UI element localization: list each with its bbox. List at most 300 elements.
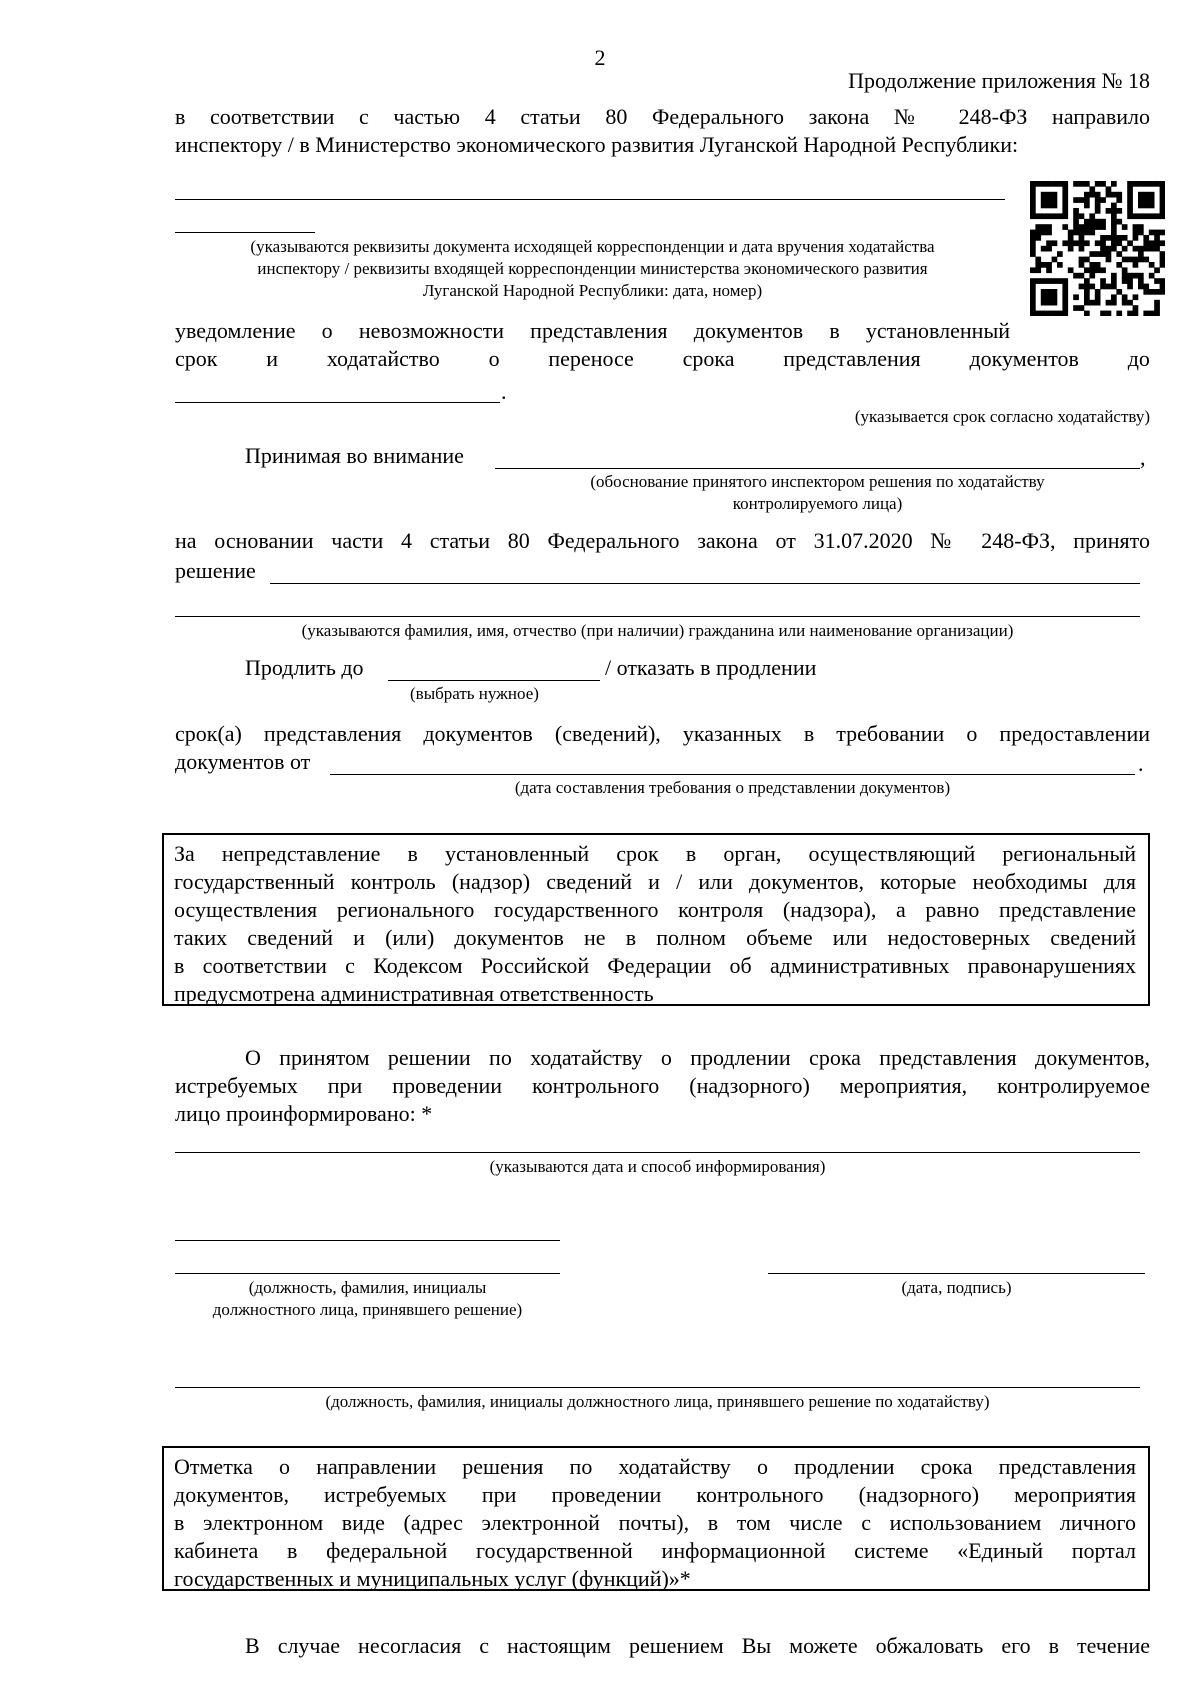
qr-module xyxy=(1122,278,1128,284)
qr-module xyxy=(1122,246,1128,252)
qr-module xyxy=(1057,311,1063,316)
qr-module xyxy=(1100,219,1106,225)
qr-module xyxy=(1089,273,1095,279)
qr-module xyxy=(1052,257,1058,263)
docs-from-label: документов от xyxy=(175,749,311,774)
qr-module xyxy=(1084,294,1090,300)
qr-module xyxy=(1100,251,1106,257)
qr-module xyxy=(1079,235,1085,241)
qr-module xyxy=(1138,192,1144,198)
dispatch-line: документов, истребуемых при проведении контрольного (надзорного) мероприятия xyxy=(174,1482,1136,1507)
qr-module xyxy=(1084,224,1090,230)
deadline-note: (указывается срок согласно ходатайству) xyxy=(854,407,1150,426)
qr-module xyxy=(1149,240,1155,246)
official-note-line-1: (должность, фамилия, инициалы xyxy=(248,1278,487,1297)
qr-module xyxy=(1062,300,1068,306)
qr-module xyxy=(1041,300,1047,306)
qr-module xyxy=(1041,278,1047,284)
qr-module xyxy=(1046,294,1052,300)
qr-module xyxy=(1073,273,1079,279)
qr-module xyxy=(1030,208,1036,214)
inform-method-field-line[interactable] xyxy=(175,1152,1140,1153)
qr-module xyxy=(1138,273,1144,279)
considering-note-line-1: (обоснование принятого инспектором решения по ходатайству xyxy=(590,472,1045,491)
qr-module xyxy=(1160,262,1165,268)
informed-line-1: О принятом решении по ходатайству о продлении срока представления документов, xyxy=(245,1045,1150,1070)
qr-module xyxy=(1073,197,1079,203)
qr-module xyxy=(1062,181,1068,187)
qr-module xyxy=(1035,257,1041,263)
qr-module xyxy=(1089,219,1095,225)
page-number: 2 xyxy=(594,45,606,70)
qr-module xyxy=(1041,246,1047,252)
requisites-field-line[interactable] xyxy=(175,199,1005,200)
qr-module xyxy=(1073,208,1079,214)
qr-module xyxy=(1089,251,1095,257)
qr-module xyxy=(1160,251,1165,257)
qr-module xyxy=(1041,203,1047,209)
notice-word: срок xyxy=(175,346,218,371)
qr-module xyxy=(1143,246,1149,252)
choose-note: (выбрать нужное) xyxy=(410,684,539,703)
qr-module xyxy=(1030,203,1036,209)
qr-module xyxy=(1035,262,1041,268)
qr-module xyxy=(1133,257,1139,263)
qr-module xyxy=(1030,181,1036,187)
qr-module xyxy=(1057,181,1063,187)
qr-module xyxy=(1052,181,1058,187)
qr-module xyxy=(1149,197,1155,203)
qr-module xyxy=(1149,311,1155,316)
appendix-continuation: Продолжение приложения № 18 xyxy=(848,68,1150,93)
qr-module xyxy=(1041,192,1047,198)
qr-module xyxy=(1154,230,1160,236)
qr-module xyxy=(1073,213,1079,219)
qr-module xyxy=(1100,284,1106,290)
qr-module xyxy=(1100,224,1106,230)
qr-module xyxy=(1041,213,1047,219)
qr-module xyxy=(1046,262,1052,268)
qr-module xyxy=(1089,267,1095,273)
qr-module xyxy=(1154,181,1160,187)
qr-module xyxy=(1030,251,1036,257)
qr-module xyxy=(1062,311,1068,316)
qr-module xyxy=(1154,213,1160,219)
qr-module xyxy=(1062,284,1068,290)
decision-field-line[interactable] xyxy=(270,583,1140,584)
qr-module xyxy=(1133,224,1139,230)
qr-module xyxy=(1127,208,1133,214)
qr-module xyxy=(1100,311,1106,316)
date-signature-field-line[interactable] xyxy=(768,1273,1145,1274)
qr-module xyxy=(1095,294,1101,300)
qr-module xyxy=(1073,305,1079,311)
qr-module xyxy=(1035,213,1041,219)
qr-module xyxy=(1046,311,1052,316)
inform-method-note: (указываются дата и способ информирования) xyxy=(489,1157,826,1176)
qr-module xyxy=(1089,186,1095,192)
qr-module xyxy=(1062,278,1068,284)
refuse-label: / отказать в продлении xyxy=(605,655,817,680)
qr-module xyxy=(1143,289,1149,295)
qr-module xyxy=(1095,289,1101,295)
notice-word: ходатайство xyxy=(326,346,440,371)
qr-module xyxy=(1133,294,1139,300)
qr-module xyxy=(1106,192,1112,198)
requisites-note xyxy=(175,236,1010,302)
qr-code-icon xyxy=(1030,181,1165,321)
requisites-note-line-1: (указываются реквизиты документа исходящей корреспонденции и дата вручения ходатайства xyxy=(250,237,935,256)
qr-module xyxy=(1035,235,1041,241)
qr-module xyxy=(1041,224,1047,230)
qr-module xyxy=(1111,219,1117,225)
qr-module xyxy=(1035,278,1041,284)
considering-comma: , xyxy=(1140,445,1146,470)
qr-module xyxy=(1106,257,1112,263)
qr-module xyxy=(1127,257,1133,263)
notice-word: и xyxy=(266,346,279,371)
qr-module xyxy=(1149,246,1155,252)
qr-module xyxy=(1046,230,1052,236)
qr-module xyxy=(1127,240,1133,246)
qr-module xyxy=(1133,262,1139,268)
qr-module xyxy=(1052,300,1058,306)
qr-module xyxy=(1111,203,1117,209)
qr-module xyxy=(1084,311,1090,316)
notice-word: о xyxy=(488,346,500,371)
informed-line-3: лицо проинформировано: * xyxy=(175,1101,433,1126)
qr-module xyxy=(1046,192,1052,198)
notice-line-2 xyxy=(175,345,1150,373)
qr-module xyxy=(1133,273,1139,279)
qr-module xyxy=(1030,230,1036,236)
qr-module xyxy=(1089,300,1095,306)
qr-module xyxy=(1116,208,1122,214)
qr-module xyxy=(1133,311,1139,316)
qr-module xyxy=(1116,197,1122,203)
qr-module xyxy=(1084,284,1090,290)
notice-word: представления xyxy=(783,346,921,371)
qr-module xyxy=(1062,213,1068,219)
qr-module xyxy=(1143,235,1149,241)
qr-module xyxy=(1116,311,1122,316)
liability-line: таких сведений и (или) документов не в полном объеме или недостоверных сведений xyxy=(174,925,1136,950)
qr-module xyxy=(1052,294,1058,300)
qr-module xyxy=(1149,273,1155,279)
qr-module xyxy=(1122,257,1128,263)
qr-module xyxy=(1095,203,1101,209)
qr-module xyxy=(1122,224,1128,230)
qr-module xyxy=(1154,300,1160,306)
qr-module xyxy=(1143,181,1149,187)
qr-module xyxy=(1052,289,1058,295)
qr-module xyxy=(1046,300,1052,306)
qr-module xyxy=(1095,240,1101,246)
considering-label: Принимая во внимание xyxy=(245,443,464,468)
qr-module xyxy=(1035,181,1041,187)
qr-module xyxy=(1057,251,1063,257)
qr-module xyxy=(1084,203,1090,209)
liability-line: осуществления регионального государственного контроля (надзора), а равно представление xyxy=(174,897,1136,922)
qr-module xyxy=(1068,235,1074,241)
qr-module xyxy=(1111,246,1117,252)
qr-module xyxy=(1041,311,1047,316)
informed-line-2: истребуемых при проведении контрольного (надзорного) мероприятия, контролируемое xyxy=(175,1073,1150,1098)
qr-module xyxy=(1035,311,1041,316)
qr-module xyxy=(1138,246,1144,252)
qr-module xyxy=(1046,246,1052,252)
considering-field-line[interactable] xyxy=(495,468,1140,469)
qr-module xyxy=(1079,197,1085,203)
qr-module xyxy=(1160,181,1165,187)
qr-module xyxy=(1100,197,1106,203)
intro-line-2: инспектору / в Министерство экономического развития Луганской Народной Республики: xyxy=(175,132,1019,157)
requisites-note-line-2: инспектору / реквизиты входящей корреспонденции министерства экономического развития xyxy=(257,259,928,278)
deadline-period: . xyxy=(501,379,507,404)
qr-module xyxy=(1111,224,1117,230)
decision-party-line[interactable] xyxy=(175,616,1140,617)
qr-module xyxy=(1084,257,1090,263)
qr-module xyxy=(1149,230,1155,236)
qr-module xyxy=(1084,278,1090,284)
official-note xyxy=(175,1277,560,1321)
qr-module xyxy=(1138,197,1144,203)
qr-module xyxy=(1095,192,1101,198)
qr-module xyxy=(1138,181,1144,187)
qr-module xyxy=(1116,251,1122,257)
basis-line-1: на основании части 4 статьи 80 Федерального закона от 31.07.2020 № 248-ФЗ, принято xyxy=(175,528,1150,553)
qr-module xyxy=(1160,289,1165,295)
qr-module xyxy=(1100,235,1106,241)
qr-module xyxy=(1106,300,1112,306)
notice-word: срока xyxy=(682,346,735,371)
qr-module xyxy=(1154,311,1160,316)
date-signature-note: (дата, подпись) xyxy=(901,1278,1012,1297)
qr-module xyxy=(1052,203,1058,209)
deadline-field-line[interactable] xyxy=(175,402,500,403)
qr-module xyxy=(1062,192,1068,198)
qr-module xyxy=(1116,262,1122,268)
qr-module xyxy=(1106,235,1112,241)
dispatch-line: в электронном виде (адрес электронной почты), в том числе с использованием личного xyxy=(174,1510,1136,1535)
qr-module xyxy=(1106,186,1112,192)
qr-module xyxy=(1095,300,1101,306)
qr-module xyxy=(1160,197,1165,203)
qr-module xyxy=(1122,273,1128,279)
qr-module xyxy=(1116,219,1122,225)
qr-module xyxy=(1160,186,1165,192)
qr-module xyxy=(1111,240,1117,246)
qr-code-graphic xyxy=(1030,181,1165,316)
qr-module xyxy=(1030,192,1036,198)
qr-module xyxy=(1089,224,1095,230)
qr-module xyxy=(1133,213,1139,219)
qr-module xyxy=(1106,251,1112,257)
request-date-field-line[interactable] xyxy=(330,774,1135,775)
decision-label: решение xyxy=(175,558,256,583)
qr-module xyxy=(1149,213,1155,219)
docs-term-line-1: срок(а) представления документов (сведений), указанных в требовании о предоставлении xyxy=(175,721,1150,746)
qr-module xyxy=(1100,278,1106,284)
qr-module xyxy=(1095,267,1101,273)
qr-module xyxy=(1079,262,1085,268)
qr-module xyxy=(1089,262,1095,268)
qr-module xyxy=(1143,192,1149,198)
qr-module xyxy=(1030,235,1036,241)
qr-module xyxy=(1127,192,1133,198)
qr-module xyxy=(1111,213,1117,219)
qr-module xyxy=(1149,203,1155,209)
requisites-short-line xyxy=(175,232,315,233)
qr-module xyxy=(1111,230,1117,236)
qr-module xyxy=(1133,235,1139,241)
qr-module xyxy=(1138,203,1144,209)
qr-module xyxy=(1052,213,1058,219)
considering-note xyxy=(495,471,1140,515)
appeal-line-1: В случае несогласия с настоящим решением Вы можете обжаловать его в течение xyxy=(245,1633,1150,1658)
qr-module xyxy=(1062,197,1068,203)
qr-module xyxy=(1154,240,1160,246)
qr-module xyxy=(1046,240,1052,246)
qr-module xyxy=(1073,230,1079,236)
qr-module xyxy=(1160,208,1165,214)
decision-official-field-line[interactable] xyxy=(175,1387,1140,1388)
decision-party-note: (указываются фамилия, имя, отчество (при наличии) гражданина или наименование организации) xyxy=(301,621,1014,640)
qr-module xyxy=(1068,246,1074,252)
qr-module xyxy=(1062,305,1068,311)
qr-module xyxy=(1100,181,1106,187)
qr-module xyxy=(1138,251,1144,257)
qr-module xyxy=(1149,192,1155,198)
qr-module xyxy=(1116,240,1122,246)
qr-module xyxy=(1062,224,1068,230)
qr-module xyxy=(1127,213,1133,219)
notice-word: переносе xyxy=(548,346,634,371)
qr-module xyxy=(1127,181,1133,187)
qr-module xyxy=(1052,278,1058,284)
qr-module xyxy=(1133,246,1139,252)
qr-module xyxy=(1160,230,1165,236)
qr-module xyxy=(1116,235,1122,241)
qr-module xyxy=(1138,284,1144,290)
qr-module xyxy=(1127,284,1133,290)
qr-module xyxy=(1149,289,1155,295)
qr-module xyxy=(1035,230,1041,236)
qr-module xyxy=(1095,251,1101,257)
qr-module xyxy=(1111,192,1117,198)
qr-module xyxy=(1089,284,1095,290)
liability-last-line: предусмотрена административная ответственность xyxy=(174,981,654,1006)
dispatch-mark-box xyxy=(162,1446,1150,1591)
qr-module xyxy=(1030,197,1036,203)
qr-module xyxy=(1127,273,1133,279)
qr-module xyxy=(1160,284,1165,290)
notice-line-1: уведомление о невозможности представления документов в установленный xyxy=(175,318,1010,343)
qr-module xyxy=(1160,278,1165,284)
qr-module xyxy=(1084,230,1090,236)
qr-module xyxy=(1111,300,1117,306)
qr-module xyxy=(1138,224,1144,230)
qr-module xyxy=(1127,197,1133,203)
qr-module xyxy=(1079,284,1085,290)
qr-module xyxy=(1084,240,1090,246)
qr-module xyxy=(1143,197,1149,203)
qr-module xyxy=(1160,192,1165,198)
qr-module xyxy=(1046,267,1052,273)
notice-word: документов xyxy=(969,346,1079,371)
qr-module xyxy=(1035,267,1041,273)
qr-module xyxy=(1030,305,1036,311)
liability-line: в соответствии с Кодексом Российской Федерации об административных правонарушениях xyxy=(174,953,1136,978)
dispatch-line: Отметка о направлении решения по ходатайству о продлении срока представления xyxy=(174,1454,1136,1479)
qr-module xyxy=(1079,224,1085,230)
qr-module xyxy=(1030,213,1036,219)
qr-module xyxy=(1079,305,1085,311)
official-name-field-line[interactable] xyxy=(175,1273,560,1274)
qr-module xyxy=(1046,289,1052,295)
qr-module xyxy=(1154,289,1160,295)
qr-module xyxy=(1138,230,1144,236)
dispatch-line: кабинета в федеральной государственной информационной системе «Единый портал xyxy=(174,1538,1136,1563)
qr-module xyxy=(1089,230,1095,236)
qr-module xyxy=(1127,186,1133,192)
qr-module xyxy=(1111,284,1117,290)
qr-module xyxy=(1062,203,1068,209)
qr-module xyxy=(1106,208,1112,214)
qr-module xyxy=(1122,300,1128,306)
qr-module xyxy=(1030,300,1036,306)
qr-module xyxy=(1154,267,1160,273)
qr-module xyxy=(1041,294,1047,300)
official-position-field-line[interactable] xyxy=(175,1240,560,1241)
qr-module xyxy=(1079,230,1085,236)
qr-module xyxy=(1111,294,1117,300)
qr-module xyxy=(1084,181,1090,187)
qr-module xyxy=(1030,284,1036,290)
qr-module xyxy=(1062,208,1068,214)
qr-module xyxy=(1062,294,1068,300)
qr-module xyxy=(1149,262,1155,268)
qr-module xyxy=(1160,203,1165,209)
qr-module xyxy=(1057,213,1063,219)
qr-module xyxy=(1030,240,1036,246)
qr-module xyxy=(1046,203,1052,209)
qr-module xyxy=(1160,213,1165,219)
qr-module xyxy=(1100,240,1106,246)
qr-module xyxy=(1035,224,1041,230)
extend-date-field-line[interactable] xyxy=(388,680,600,681)
qr-module xyxy=(1138,213,1144,219)
qr-module xyxy=(1073,181,1079,187)
qr-module xyxy=(1133,230,1139,236)
qr-module xyxy=(1127,278,1133,284)
qr-module xyxy=(1073,219,1079,225)
qr-module xyxy=(1073,224,1079,230)
extend-label: Продлить до xyxy=(245,655,364,680)
qr-module xyxy=(1095,197,1101,203)
notice-word: до xyxy=(1127,346,1150,371)
qr-module xyxy=(1068,240,1074,246)
qr-module xyxy=(1041,197,1047,203)
qr-module xyxy=(1052,197,1058,203)
qr-module xyxy=(1154,246,1160,252)
qr-module xyxy=(1106,284,1112,290)
qr-module xyxy=(1041,230,1047,236)
liability-line: За непредставление в установленный срок в орган, осуществляющий региональный xyxy=(174,841,1136,866)
qr-module xyxy=(1052,311,1058,316)
qr-module xyxy=(1046,224,1052,230)
qr-module xyxy=(1127,300,1133,306)
